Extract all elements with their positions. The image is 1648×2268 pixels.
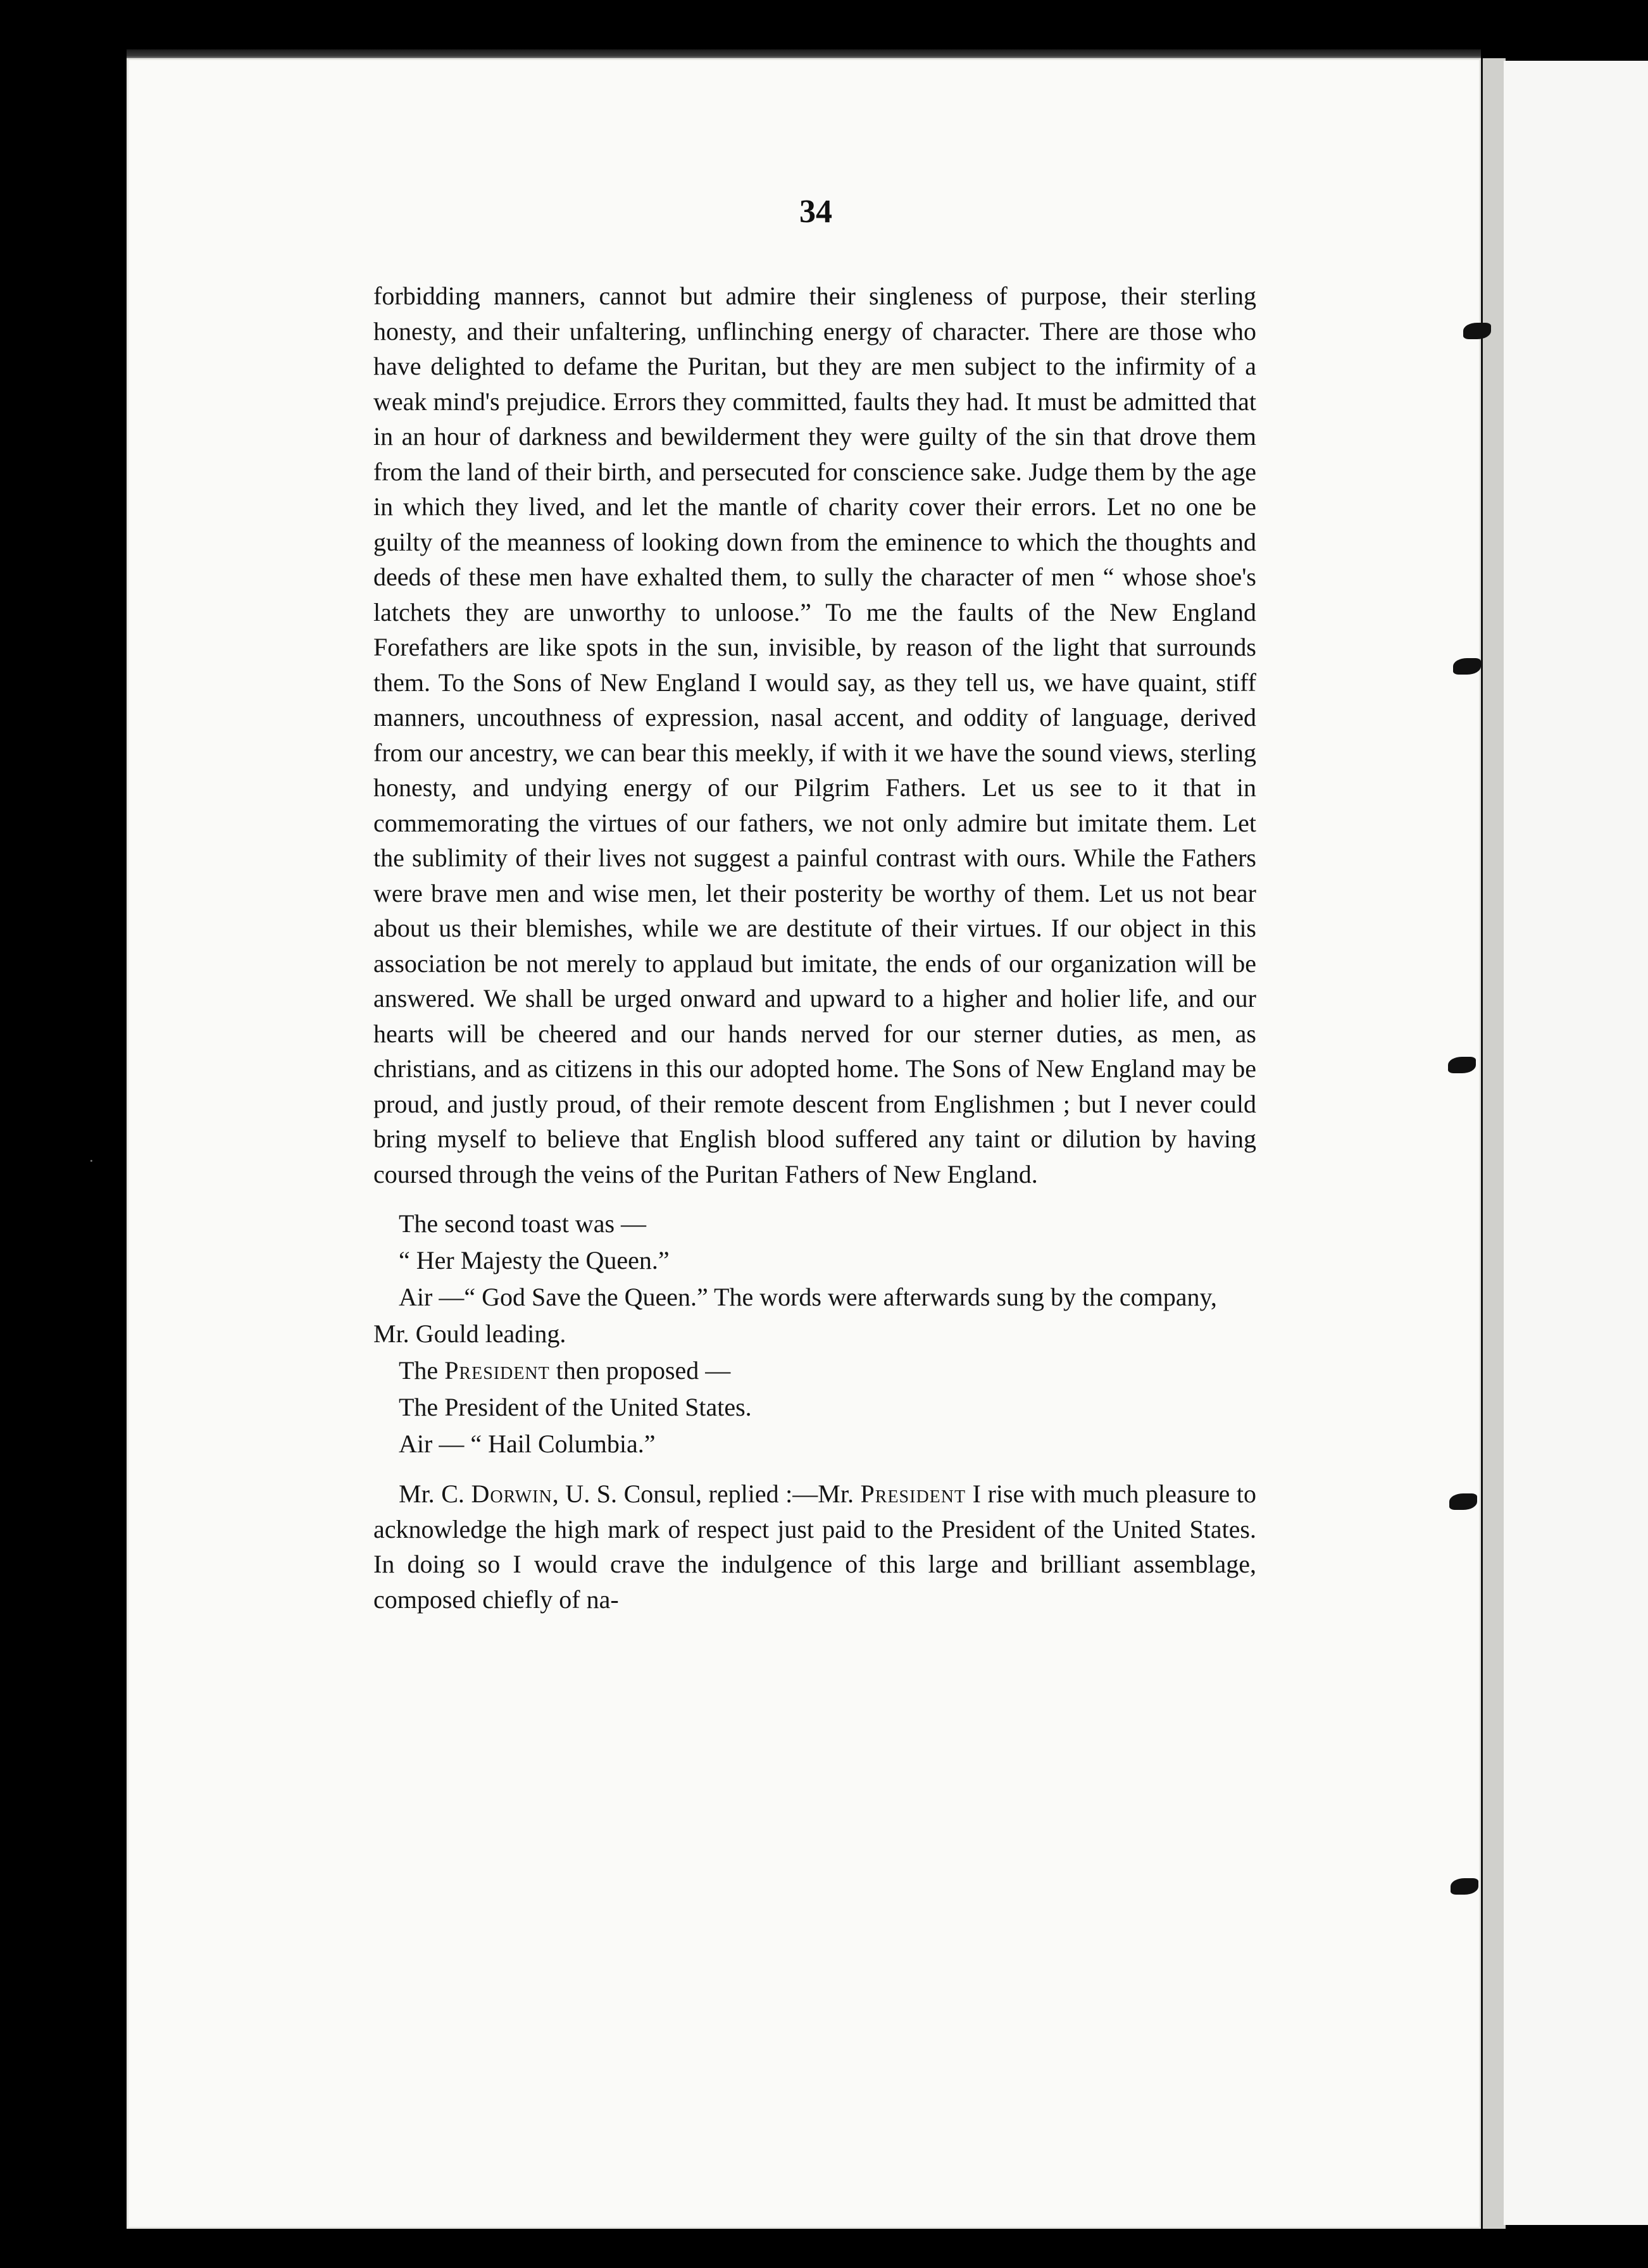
reply-president: President [860, 1480, 966, 1508]
reply-prefix: Mr. C. [399, 1480, 471, 1508]
binding-gutter [1481, 58, 1506, 2229]
page-text [373, 278, 1256, 1617]
air-columbia: Air — “ Hail Columbia.” [399, 1430, 656, 1458]
air-queen: Air —“ God Save the Queen.” The words were afterwards sung by the company, Mr. Gould leading. [373, 1283, 1217, 1348]
facing-page-edge [1504, 61, 1648, 2225]
toast-president: The President of the United States. [399, 1393, 752, 1421]
binding-thread-mark [1449, 1493, 1477, 1510]
binding-thread-mark [1448, 1057, 1476, 1073]
margin-speck: · [89, 1152, 94, 1170]
president-proposed-prefix: The [399, 1356, 445, 1385]
president-proposed [373, 1352, 1256, 1389]
binding-thread-mark [1451, 1878, 1478, 1895]
reply-name: Dorwin [471, 1480, 552, 1508]
reply-rest: I rise with much pleasure to acknowledge the high mark of respect just paid to the President of the United States. In doing so I would crave the indulgence of this large and brilliant assemblage, composed chiefly of na- [373, 1480, 1256, 1614]
page-number: 34 [799, 194, 832, 230]
binding-thread-mark [1453, 658, 1481, 675]
consul-reply [373, 1476, 1256, 1617]
president-word: President [444, 1356, 550, 1385]
main-paragraph: forbidding manners, cannot but admire their singleness of purpose, their sterling honesty, and their unfaltering, unflinching energy of character. There are those who have delighted to defame the Puritan, but they are men subject to the infirmity of a weak mind's prejudice. Errors they committed, faults they had. It must be admitted that in an hour of darkness and bewilderment they were guilty of the sin that drove them from the land of their birth, and persecuted for conscience sake. Judge them by the age in which they lived, and let the mantle of charity cover their errors. Let no one be guilty of the meanness of looking down from the eminence to which the thoughts and deeds of these men have exhalted them, to sully the character of men “ whose shoe's latchets they are unworthy to unloose.” To me the faults of the New England Forefathers are like spots in the sun, invisible, by reason of the light that surrounds them. To the Sons of New England I would say, as they tell us, we have quaint, stiff manners, uncouthness of expression, nasal accent, and oddity of language, derived from our ancestry, we can bear this meekly, if with it we have the sound views, sterling honesty, and undying energy of our Pilgrim Fathers. Let us see to it that in commemorating the virtues of our fathers, we not only admire but imitate them. Let the sublimity of their lives not suggest a painful contrast with ours. While the Fathers were brave men and wise men, let their posterity be worthy of them. Let us not bear about us their blemishes, while we are destitute of their virtues. If our object in this association be not merely to applaud but imitate, the ends of our organization will be answered. We shall be urged onward and upward to a higher and holier life, and our hearts will be cheered and our hands nerved for our sterner duties, as men, as christians, and as citizens in this our adopted home. The Sons of New England may be proud, and justly proud, of their remote descent from Englishmen ; but I never could bring myself to believe that English blood suffered any taint or dilution by having coursed through the veins of the Puritan Fathers of New England. [373, 282, 1256, 1188]
binding-thread-mark [1463, 323, 1491, 339]
toast-queen: “ Her Majesty the Queen.” [399, 1246, 670, 1274]
president-proposed-suffix: then proposed — [549, 1356, 731, 1385]
second-toast-intro: The second toast was — [399, 1209, 647, 1238]
reply-middle: , U. S. Consul, replied :—Mr. [552, 1480, 861, 1508]
